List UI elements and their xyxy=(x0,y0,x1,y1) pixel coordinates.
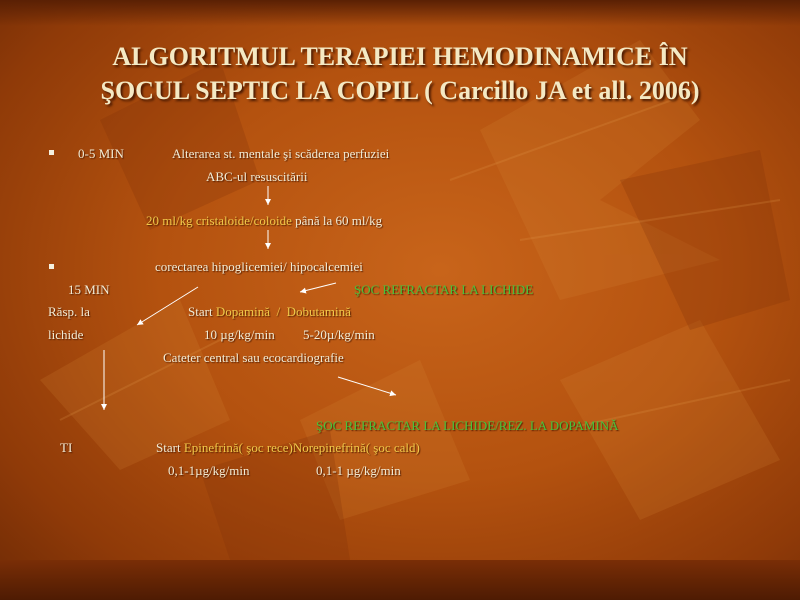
start-label-2: Start xyxy=(156,440,181,455)
drug-dobutamine: Dobutamină xyxy=(286,304,351,319)
start-label-1: Start xyxy=(188,304,213,319)
step-abc-resuscitation: ABC-ul resuscitării xyxy=(206,169,308,184)
arrow-to-dopamine-resistant xyxy=(338,377,396,395)
dobutamine-dose: 5-20µ/kg/min xyxy=(303,327,375,342)
time-0-5-min: 0-5 MIN xyxy=(78,146,124,161)
norepinephrine-dose: 0,1-1 µg/kg/min xyxy=(316,463,401,478)
fluid-bolus-dose: 20 ml/kg cristaloide/coloide xyxy=(146,213,292,228)
fluid-refractory-shock: ŞOC REFRACTAR LA LICHIDE xyxy=(354,282,534,297)
step-correct-glucose-calcium: corectarea hipoglicemiei/ hipocalcemiei xyxy=(155,259,363,274)
drug-dopamine: Dopamină xyxy=(215,304,270,319)
icu-label: TI xyxy=(60,440,73,455)
arrow-to-fluid-response xyxy=(137,287,198,325)
step-altered-mental-state: Alterarea st. mentale şi scăderea perfuziei xyxy=(172,146,390,161)
arrow-refractory-back xyxy=(300,283,336,292)
fluid-response-label: Răsp. la xyxy=(48,304,90,319)
fluid-bolus-limit: până la 60 ml/kg xyxy=(295,213,383,228)
drug-separator: / xyxy=(276,304,281,319)
drug-norepinephrine: Norepinefrină( şoc cald) xyxy=(292,440,420,455)
time-15-min: 15 MIN xyxy=(68,282,110,297)
title-line-2: ŞOCUL SEPTIC LA COPIL ( Carcillo JA et all. 2006) xyxy=(100,76,700,105)
dopamine-resistant-shock: ŞOC REFRACTAR LA LICHIDE/REZ. LA DOPAMINĂ xyxy=(316,418,619,433)
fluids-label: lichide xyxy=(48,327,84,342)
epinephrine-dose: 0,1-1µg/kg/min xyxy=(168,463,250,478)
step-central-catheter: Cateter central sau ecocardiografie xyxy=(163,350,344,365)
title-line-1: ALGORITMUL TERAPIEI HEMODINAMICE ÎN xyxy=(112,42,688,71)
dopamine-dose: 10 µg/kg/min xyxy=(204,327,275,342)
drug-epinephrine: Epinefrină( şoc rece) xyxy=(183,440,293,455)
